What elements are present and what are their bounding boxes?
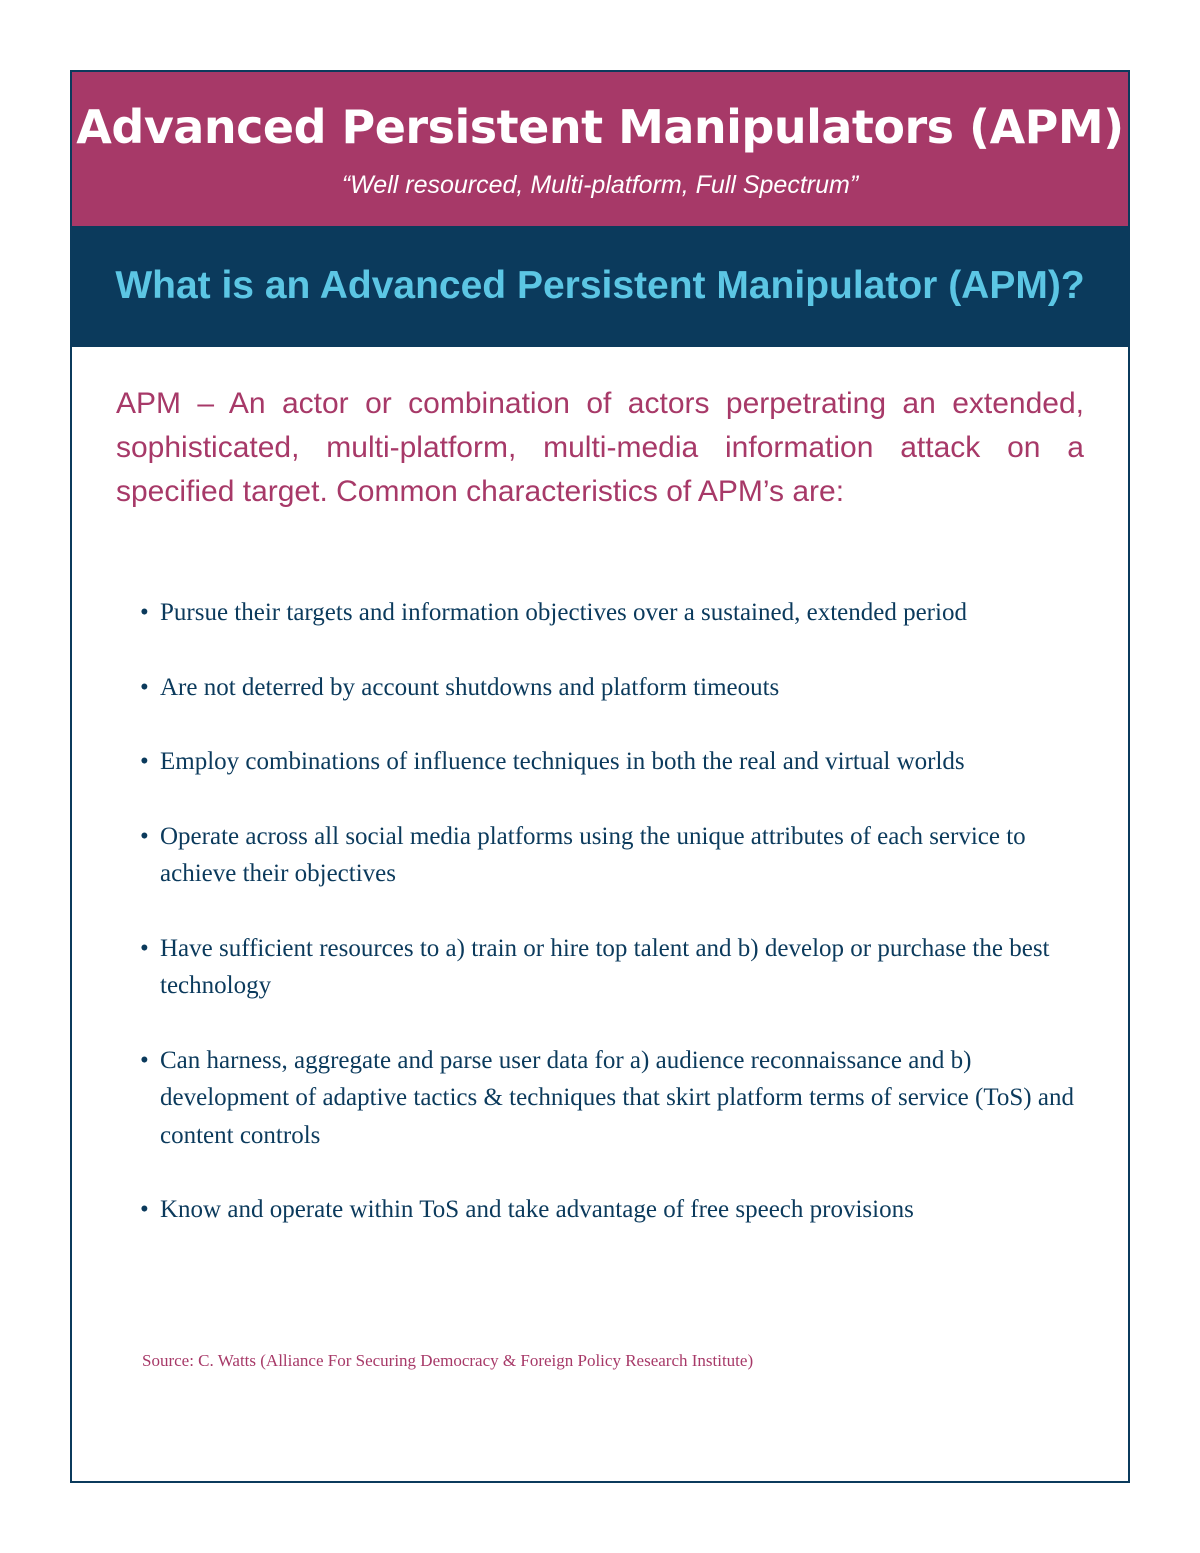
characteristics-list bbox=[140, 594, 1088, 1266]
list-item-text: Operate across all social media platforms using the unique attributes of each service to achieve their objectives bbox=[160, 822, 1026, 887]
list-item bbox=[140, 743, 1088, 781]
section-heading: What is an Advanced Persistent Manipulator (APM)? bbox=[115, 264, 1085, 307]
list-item bbox=[140, 1042, 1088, 1155]
list-item bbox=[140, 818, 1088, 893]
bullet-icon: • bbox=[140, 1196, 149, 1223]
bullet-icon: • bbox=[140, 673, 149, 701]
list-item-text: Pursue their targets and information objectives over a sustained, extended period bbox=[160, 599, 967, 626]
list-item-text: Know and operate within ToS and take advantage of free speech provisions bbox=[160, 1196, 914, 1223]
list-item-text: Employ combinations of influence techniques in both the real and virtual worlds bbox=[160, 748, 965, 775]
section-heading-banner bbox=[72, 226, 1128, 347]
apm-definition: APM – An actor or combination of actors perpetrating an extended, sophisticated, multi-platform, multi-media information attack on a specified target. Common characteristics of APM’s are: bbox=[116, 387, 1084, 508]
document-frame bbox=[70, 70, 1130, 1483]
bullet-icon: • bbox=[140, 934, 149, 962]
list-item bbox=[140, 1191, 1088, 1229]
list-item-text: Have sufficient resources to a) train or hire top talent and b) develop or purchase the best technology bbox=[160, 934, 1050, 999]
list-item bbox=[140, 594, 1088, 632]
bullet-icon: • bbox=[140, 599, 149, 626]
list-item bbox=[140, 669, 1088, 707]
list-item bbox=[140, 930, 1088, 1005]
list-item-text: Can harness, aggregate and parse user data for a) audience reconnaissance and b) development of adaptive tactics & techniques that skirt platform terms of service (ToS) and content controls bbox=[160, 1046, 1074, 1149]
bullet-icon: • bbox=[140, 748, 149, 775]
document-title: Advanced Persistent Manipulators (APM) bbox=[76, 100, 1124, 154]
bullet-icon: • bbox=[140, 822, 149, 850]
list-item-text: Are not deterred by account shutdowns and platform timeouts bbox=[160, 673, 780, 701]
document-subtitle: “Well resourced, Multi-platform, Full Spectrum” bbox=[341, 171, 859, 199]
bullet-icon: • bbox=[140, 1046, 149, 1074]
title-banner bbox=[72, 72, 1128, 226]
source-citation: Source: C. Watts (Alliance For Securing Democracy & Foreign Policy Research Institute) bbox=[142, 1351, 754, 1370]
